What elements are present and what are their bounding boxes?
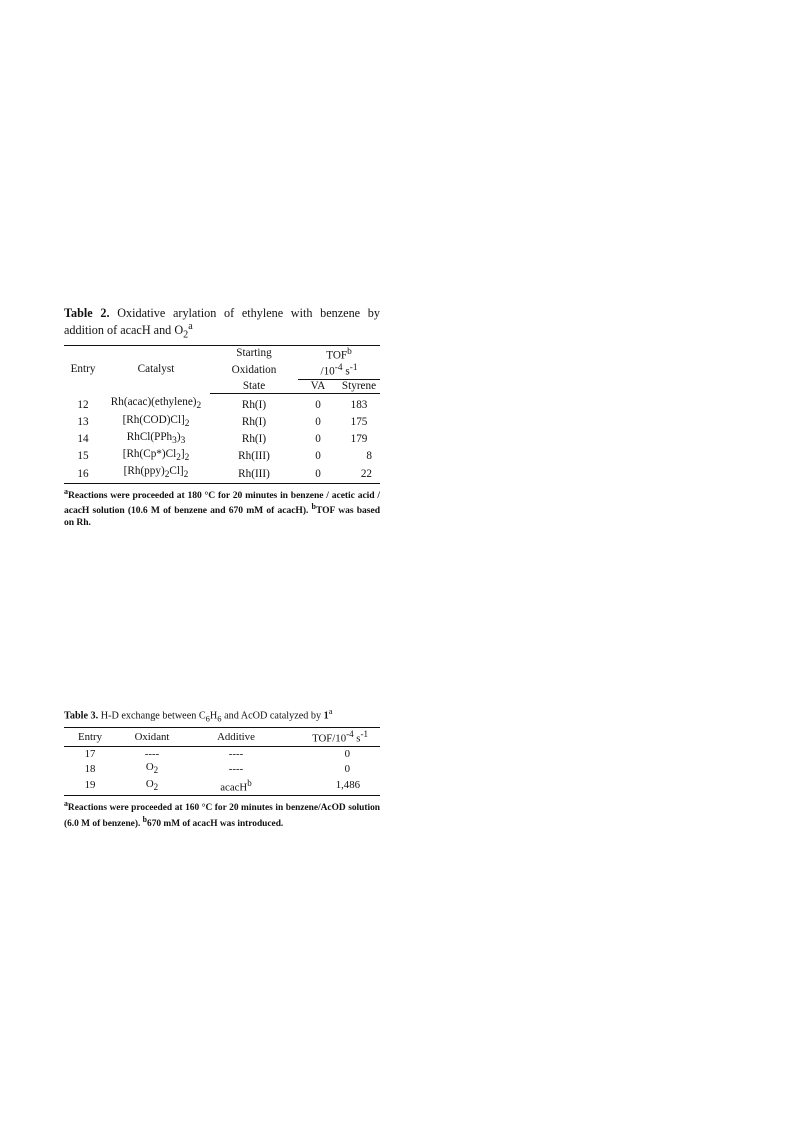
caption-subscript: 2 <box>183 329 189 341</box>
table-row <box>64 431 380 448</box>
catalyst-cell: $[Rh(Cp*)Cl_2]_2$ <box>122 448 190 464</box>
state-cell: Rh(I) <box>241 398 267 411</box>
va-cell: 0 <box>315 450 321 463</box>
entry-cell: 17 <box>84 747 96 760</box>
header-additive: Additive <box>188 728 284 747</box>
va-cell: 0 <box>315 415 321 428</box>
table-2 <box>64 345 380 484</box>
va-cell: 0 <box>315 398 321 411</box>
header-tof-unit: $/10^{-4}$ $s^{-1}$ <box>298 362 380 379</box>
table-row <box>64 393 380 413</box>
header-state-line3: State <box>210 379 298 393</box>
table-row <box>64 761 380 777</box>
header-oxidant: Oxidant <box>116 728 188 747</box>
state-cell: Rh(I) <box>241 433 267 446</box>
table-row <box>64 414 380 431</box>
header-va: VA <box>298 379 338 393</box>
header-state-line2: Oxidation <box>231 364 277 377</box>
tof-cell: 0 <box>344 747 350 760</box>
table-2-caption-text: Oxidative arylation of ethylene with benzene by addition of acacH and O <box>64 306 380 338</box>
state-cell: Rh(I) <box>241 415 267 428</box>
header-entry: Entry <box>70 362 96 375</box>
state-cell: Rh(III) <box>238 450 270 463</box>
entry-cell: 16 <box>77 467 89 480</box>
additive-cell: ---- <box>228 762 244 775</box>
entry-cell: 19 <box>84 779 96 792</box>
table-row <box>64 465 380 483</box>
styrene-cell: 8 <box>366 450 372 463</box>
table-row <box>64 448 380 465</box>
entry-cell: 14 <box>77 433 89 446</box>
table-row <box>64 777 380 795</box>
entry-cell: 18 <box>84 762 96 775</box>
table-3-caption: Table 3. H-D exchange between $C_6H_6$ and AcOD catalyzed by 1$^a$ <box>64 706 333 724</box>
table-2-block <box>64 306 380 529</box>
header-styrene: Styrene <box>338 379 380 393</box>
header-tof: TOF/$10^{-4}$ $s^{-1}$ <box>284 728 380 747</box>
caption-footnote-mark: a <box>188 321 193 332</box>
styrene-cell: 179 <box>350 433 368 446</box>
styrene-cell: 22 <box>360 467 372 480</box>
table-3-label: Table 3. <box>64 710 99 722</box>
catalyst-cell: $[Rh(COD)Cl]_2$ <box>122 413 190 429</box>
catalyst-cell: $[Rh(ppy)_2Cl]_2$ <box>123 465 189 481</box>
table-2-label: Table 2. <box>64 306 110 320</box>
va-cell: 0 <box>315 467 321 480</box>
tof-cell: 1,486 <box>335 779 360 792</box>
additive-cell: acacH$^b$ <box>220 778 252 794</box>
styrene-cell: 175 <box>350 415 368 428</box>
table-3-footnote: $^a$Reactions were proceeded at 160 °C for 20 minutes in benzene/AcOD solution (6.0 M of benzene). $^b$670 mM of acacH was introduced. <box>64 798 380 830</box>
table-3-block <box>64 705 380 830</box>
oxidant-cell: $O_2$ <box>145 761 159 776</box>
entry-cell: 13 <box>77 415 89 428</box>
tof-cell: 0 <box>344 762 350 775</box>
table-row <box>64 747 380 762</box>
state-cell: Rh(III) <box>238 467 270 480</box>
va-cell: 0 <box>315 433 321 446</box>
header-catalyst: Catalyst <box>137 362 175 375</box>
table-3 <box>64 727 380 795</box>
header-tof: TOF$^b$ <box>326 346 352 362</box>
entry-cell: 15 <box>77 450 89 463</box>
additive-cell: ---- <box>228 747 244 760</box>
entry-cell: 12 <box>77 398 89 411</box>
header-state-line1: Starting <box>236 347 272 360</box>
catalyst-cell: $RhCl(PPh_3)_3$ <box>126 430 186 447</box>
header-entry: Entry <box>64 728 116 747</box>
styrene-cell: 183 <box>350 398 368 411</box>
oxidant-cell: ---- <box>144 747 160 760</box>
table-2-footnote: $^a$Reactions were proceeded at 180 °C for 20 minutes in benzene / acetic acid / acacH solution (10.6 M of benzene and 670 mM of acacH). $^b$TOF was based on Rh. <box>64 486 380 529</box>
table-2-caption <box>64 306 380 343</box>
catalyst-cell: $Rh(acac)(ethylene)_2$ <box>110 396 202 412</box>
oxidant-cell: $O_2$ <box>145 777 159 793</box>
